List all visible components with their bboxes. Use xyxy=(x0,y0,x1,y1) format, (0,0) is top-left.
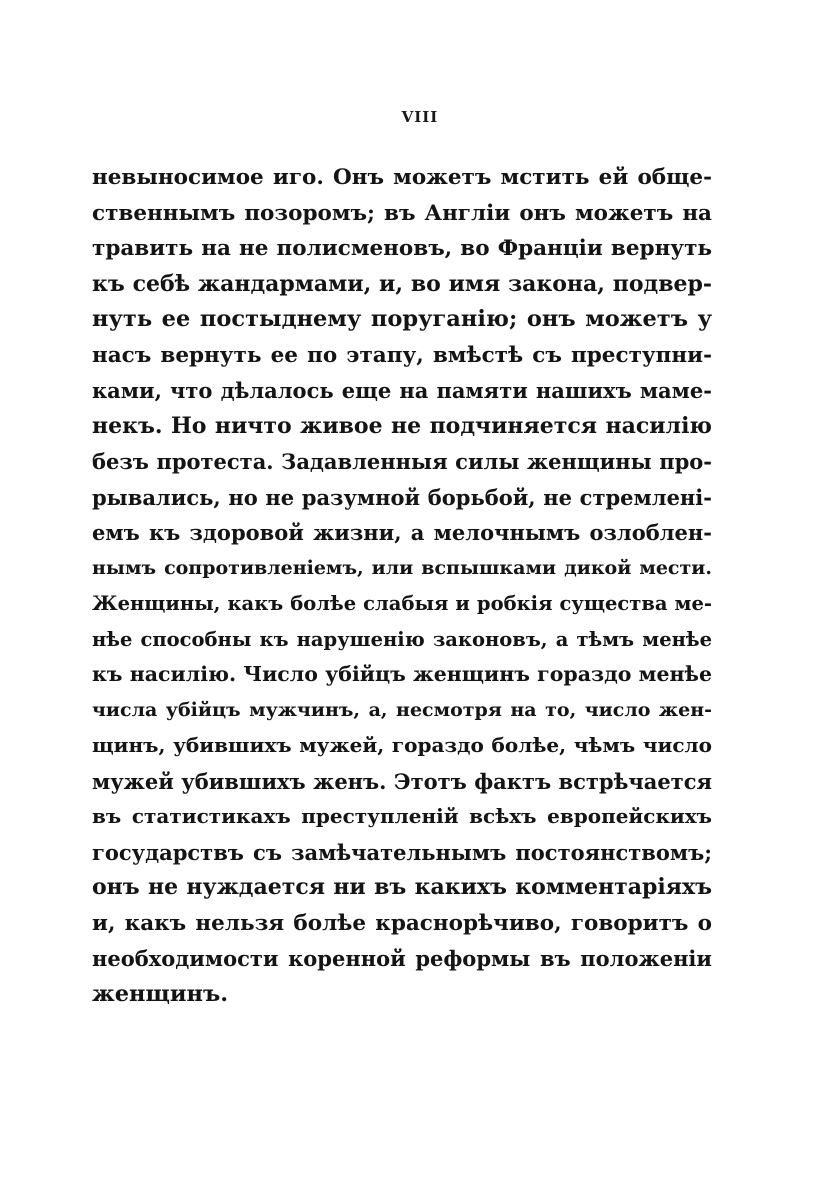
text-line: къ себѣ жандармами, и, во имя закона, подвер- xyxy=(92,270,712,297)
text-line: мужей убившихъ женъ. Этотъ фактъ встрѣчается xyxy=(92,768,712,794)
text-line: къ насилію. Число убійцъ женщинъ гораздо менѣе xyxy=(92,662,712,686)
text-line: ками, что дѣлалось еще на памяти нашихъ маме- xyxy=(92,378,712,403)
text-line: Женщины, какъ болѣе слабыя и робкія существа ме- xyxy=(92,592,712,615)
text-line: травить на не полисменовъ, во Франціи вернуть xyxy=(92,236,712,261)
text-line: емъ къ здоровой жизни, а мелочнымъ озлоблен- xyxy=(92,520,712,545)
text-line: онъ не нуждается ни въ какихъ комментаріяхъ xyxy=(92,874,712,900)
text-line: нымъ сопротивленіемъ, или вспышками дикой мести. xyxy=(92,556,712,579)
text-line: необходимости коренной реформы въ положеніи xyxy=(92,946,712,971)
text-line: насъ вернуть ее по этапу, вмѣстѣ съ преступни- xyxy=(92,342,712,368)
text-line: рывались, но не разумной борьбой, не стремлені- xyxy=(92,484,712,510)
text-line: и, какъ нельзя болѣе краснорѣчиво, говоритъ о xyxy=(92,910,712,936)
text-line: женщинъ. xyxy=(92,980,229,1007)
text-line: нуть ее постыднему поруганію; онъ можетъ у xyxy=(92,306,712,332)
text-line: государствъ съ замѣчательнымъ постоянствомъ; xyxy=(92,839,712,865)
text-line: нѣе способны къ нарушенію законовъ, а тѣмъ менѣе xyxy=(92,627,712,651)
page-number: VIII xyxy=(401,108,439,126)
text-line: некъ. Но ничто живое не подчиняется насилію xyxy=(92,412,712,439)
text-line: щинъ, убившихъ мужей, гораздо болѣе, чѣмъ число xyxy=(92,733,712,757)
text-line: числа убійцъ мужчинъ, а, несмотря на то, число жен- xyxy=(92,698,712,721)
text-line: ственнымъ позоромъ; въ Англіи онъ можетъ на xyxy=(92,200,712,226)
body-paragraph xyxy=(92,160,712,1012)
text-line: безъ протеста. Задавленныя силы женщины про- xyxy=(92,449,712,474)
text-line: въ статистикахъ преступленій всѣхъ европейскихъ xyxy=(92,804,712,828)
text-line: невыносимое иго. Онъ можетъ мстить ей обще- xyxy=(92,165,712,190)
